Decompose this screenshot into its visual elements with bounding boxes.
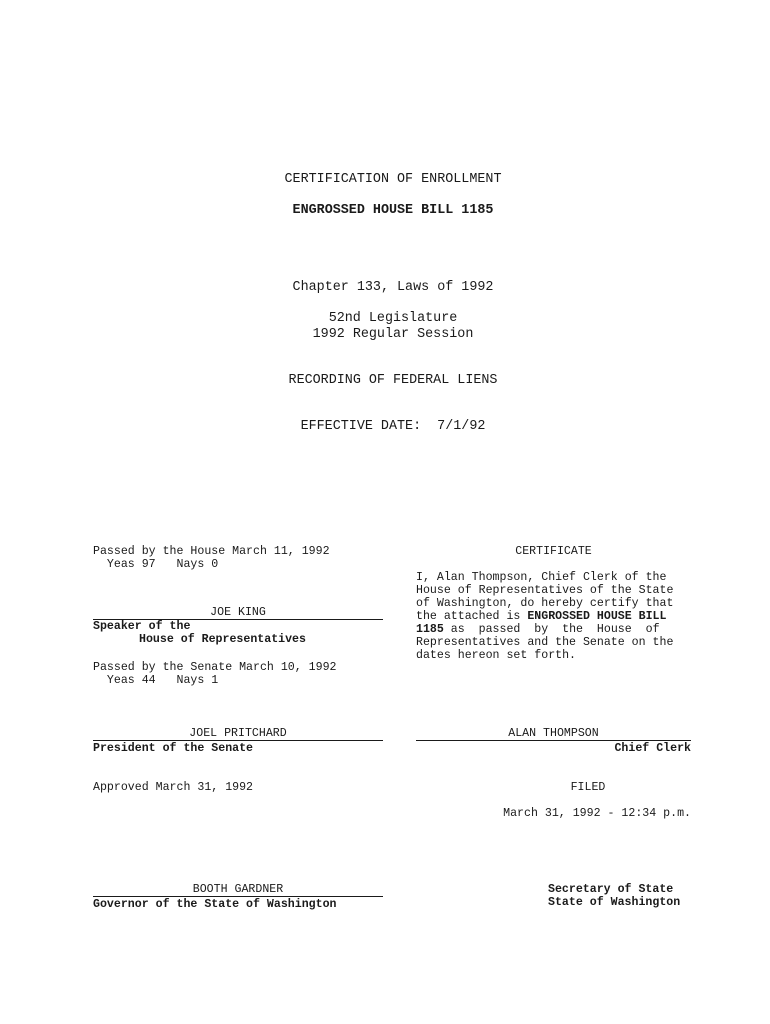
certificate-heading: CERTIFICATE bbox=[515, 545, 592, 558]
governor-title: Governor of the State of Washington bbox=[93, 898, 337, 911]
certificate-bill-number: 1185 bbox=[416, 623, 444, 636]
secretary-title-line-2: State of Washington bbox=[548, 896, 681, 909]
chapter-line: Chapter 133, Laws of 1992 bbox=[292, 280, 494, 295]
legislature-line: 52nd Legislature bbox=[328, 311, 458, 326]
speaker-title-line-2: House of Representatives bbox=[139, 633, 306, 646]
clerk-signature-line bbox=[416, 740, 691, 741]
subject-line: RECORDING OF FEDERAL LIENS bbox=[288, 373, 498, 388]
president-signature-line bbox=[93, 740, 383, 741]
secretary-title-line-1: Secretary of State bbox=[548, 883, 674, 896]
clerk-name: ALAN THOMPSON bbox=[508, 727, 599, 740]
approved-line: Approved March 31, 1992 bbox=[93, 781, 254, 794]
certificate-text-segment: the attached is bbox=[416, 610, 528, 623]
senate-vote-count: Yeas 44 Nays 1 bbox=[93, 674, 219, 687]
clerk-title: Chief Clerk bbox=[614, 742, 691, 755]
president-title: President of the Senate bbox=[93, 742, 254, 755]
certificate-text-segment: as passed by the House of bbox=[443, 623, 660, 636]
certification-title: CERTIFICATION OF ENROLLMENT bbox=[284, 172, 502, 187]
governor-name: BOOTH GARDNER bbox=[192, 883, 284, 896]
bill-title: ENGROSSED HOUSE BILL 1185 bbox=[292, 203, 494, 218]
session-line: 1992 Regular Session bbox=[312, 327, 474, 342]
certificate-text-line: of Washington, do hereby certify that bbox=[416, 597, 674, 610]
senate-passed-line: Passed by the Senate March 10, 1992 bbox=[93, 661, 337, 674]
certificate-text-line bbox=[416, 610, 666, 623]
speaker-title-line-1: Speaker of the bbox=[93, 620, 191, 633]
certificate-bill-name: ENGROSSED HOUSE BILL bbox=[527, 610, 667, 623]
filed-heading: FILED bbox=[570, 781, 606, 794]
governor-signature-line bbox=[93, 896, 383, 897]
certificate-text-line: Representatives and the Senate on the bbox=[416, 636, 674, 649]
certificate-text-line: House of Representatives of the State bbox=[416, 584, 674, 597]
president-name: JOEL PRITCHARD bbox=[189, 727, 287, 740]
certificate-text-line: dates hereon set forth. bbox=[416, 649, 577, 662]
certificate-text-line bbox=[416, 623, 660, 636]
house-vote-count: Yeas 97 Nays 0 bbox=[93, 558, 219, 571]
speaker-name: JOE KING bbox=[210, 606, 266, 619]
filed-date: March 31, 1992 - 12:34 p.m. bbox=[503, 807, 691, 820]
effective-date: EFFECTIVE DATE: 7/1/92 bbox=[300, 419, 486, 434]
certificate-text-line: I, Alan Thompson, Chief Clerk of the bbox=[416, 571, 667, 584]
house-passed-line: Passed by the House March 11, 1992 bbox=[93, 545, 330, 558]
